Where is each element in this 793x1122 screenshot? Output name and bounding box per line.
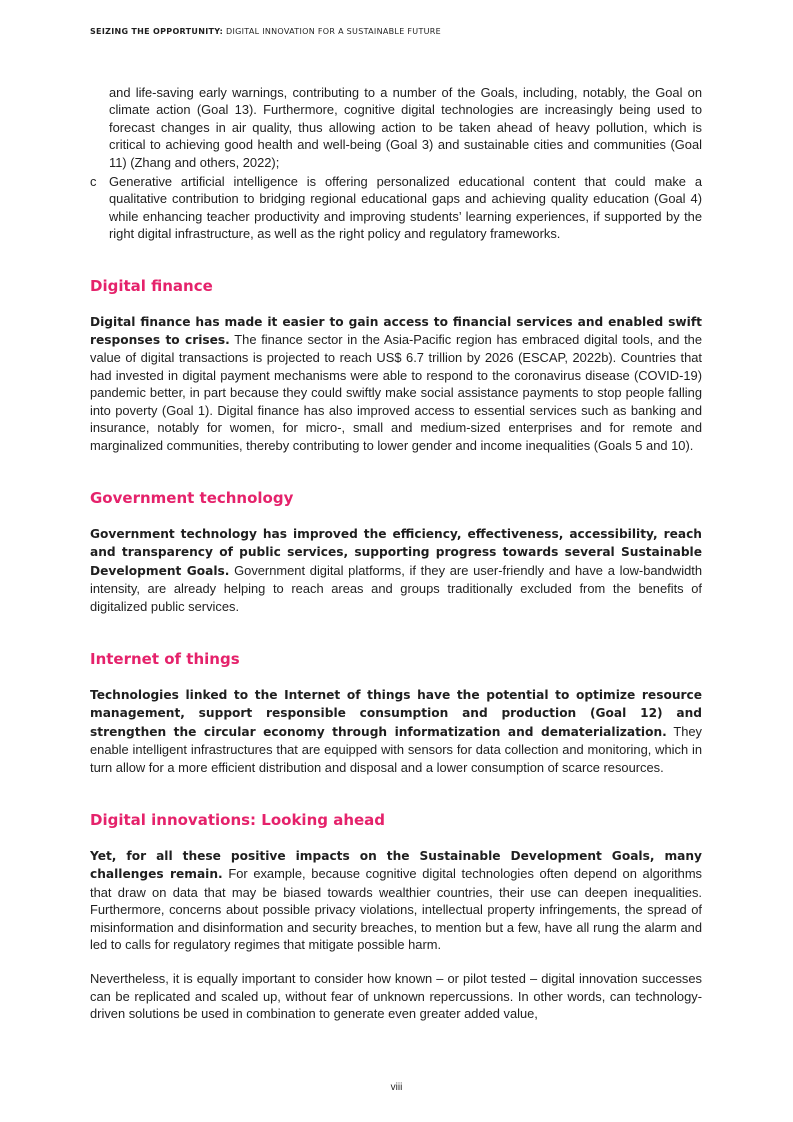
list-item-c	[90, 173, 702, 243]
page-number: viii	[390, 1082, 403, 1093]
section-heading-digital-finance: Digital finance	[90, 276, 213, 295]
section-paragraph-nevertheless: Nevertheless, it is equally important to consider how known – or pilot tested – digital innovation successes can be replicated and scaled up, without fear of unknown repercussions. In other words, can technology-driven solutions be used in combination to generate even greater added value,	[90, 971, 702, 1022]
section-heading-government-technology: Government technology	[90, 488, 294, 507]
section-heading-looking-ahead: Digital innovations: Looking ahead	[90, 810, 386, 829]
list-item-text: Generative artificial intelligence is offering personalized educational content that could make a qualitative contribution to bridging regional educational gaps and achieving quality education (Goal 4) while enhancing teacher productivity and improving students’ learning experiences, if supported by the right digital infrastructure, as well as the right policy and regulatory frameworks.	[109, 174, 702, 242]
lead-sentence: Technologies linked to the Internet of things have the potential to optimize resource management, support responsible consumption and production (Goal 12) and strengthen the circular economy through informatization and dematerialization.	[90, 687, 702, 739]
body-text: The finance sector in the Asia-Pacific region has embraced digital tools, and the value of digital transactions is projected to reach US$ 6.7 trillion by 2026 (ESCAP, 2022b). Countries that had invested in digital payment mechanisms were able to respond to the coronavirus disease (COVID-19) pandemic better, in part because they could swiftly make social assistance payments to stop people falling into poverty (Goal 1). Digital finance has also improved access to essential services such as banking and insurance, notably for women, for micro-, small and medium-sized enterprises and for remote and marginalized communities, thereby contributing to lower gender and income inequalities (Goals 5 and 10).	[90, 332, 702, 453]
section-paragraph-looking-ahead	[90, 847, 702, 953]
lead-sentence: Digital finance has made it easier to gain access to financial services and enabled swift responses to crises.	[90, 314, 702, 348]
running-header	[90, 27, 710, 36]
body-content	[90, 84, 702, 1023]
running-header-bold: SEIZING THE OPPORTUNITY:	[90, 27, 224, 36]
section-paragraph-digital-finance	[90, 313, 702, 454]
section-paragraph-internet-of-things	[90, 686, 702, 776]
list-item-b-continuation: and life-saving early warnings, contributing to a number of the Goals, including, notably, the Goal on climate action (Goal 13). Furthermore, cognitive digital technologies are increasingly being used to forecast changes in air quality, thus allowing action to be taken ahead of heavy pollution, which is critical to achieving good health and well-being (Goal 3) and sustainable cities and communities (Goal 11) (Zhang and others, 2022);	[109, 85, 702, 170]
body-text: For example, because cognitive digital technologies often depend on algorithms that draw on data that may be biased towards wealthier countries, their use can deepen inequalities. Furthermore, concerns about possible privacy violations, intellectual property infringements, the spread of misinformation and disinformation and security breaches, to mention but a few, have all rung the alarm and led to calls for regulatory regimes that mitigate possible harm.	[90, 866, 703, 952]
section-heading-internet-of-things: Internet of things	[90, 649, 240, 668]
list-marker: c	[90, 174, 97, 190]
section-paragraph-government-technology	[90, 525, 702, 615]
body-text: They enable intelligent infrastructures that are equipped with sensors for data collection and monitoring, which in turn allow for a more efficient distribution and disposal and a lower consumption of scarce resources.	[90, 723, 702, 775]
lead-sentence: Government technology has improved the efficiency, effectiveness, accessibility, reach and transparency of public services, supporting progress towards several Sustainable Development Goals.	[90, 526, 702, 578]
running-header-rest: DIGITAL INNOVATION FOR A SUSTAINABLE FUTURE	[223, 27, 442, 36]
lead-sentence: Yet, for all these positive impacts on the Sustainable Development Goals, many challenges remain.	[90, 848, 702, 882]
body-text: Government digital platforms, if they are user-friendly and have a low-bandwidth intensity, are already helping to reach areas and groups traditionally excluded from the benefits of digitalized public services.	[90, 562, 702, 614]
